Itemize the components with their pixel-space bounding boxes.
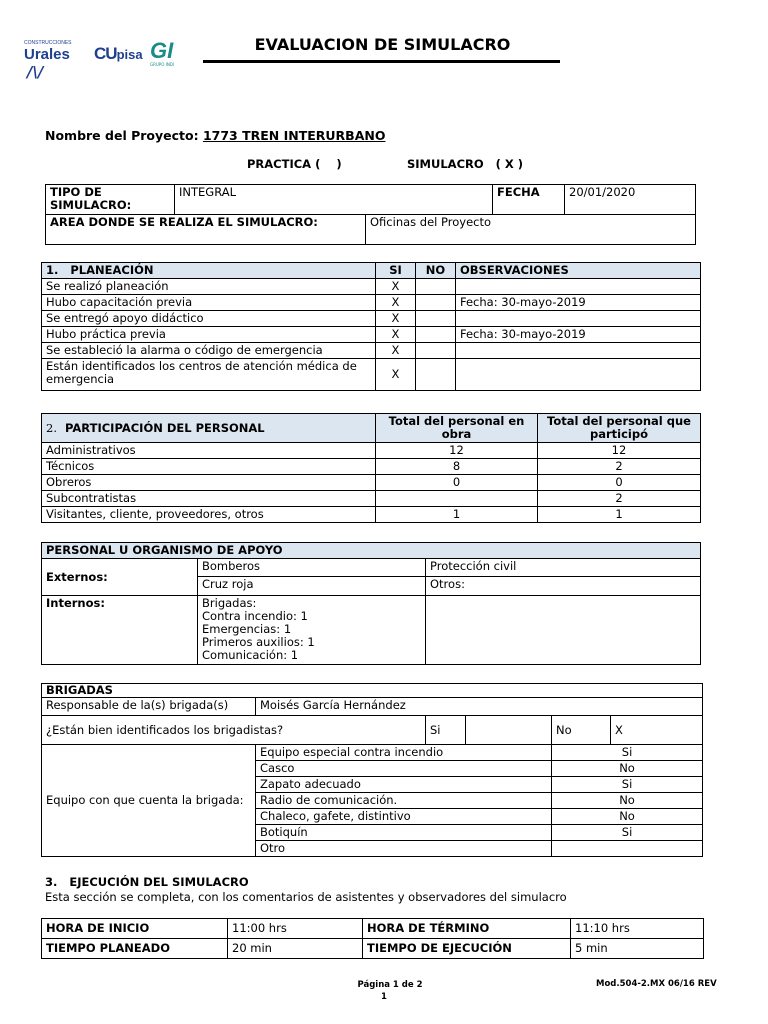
equipo-value: Si	[552, 777, 703, 793]
participacion-item: Administrativos	[42, 443, 376, 459]
practica-option: PRACTICA ( )	[247, 157, 342, 171]
identificados-si-value	[466, 716, 552, 745]
document-title: EVALUACION DE SIMULACRO	[254, 35, 511, 54]
table-row	[42, 311, 701, 327]
planeacion-si: X	[376, 279, 416, 295]
participacion-participo: 0	[538, 475, 701, 491]
gi-logo-text: GI	[150, 38, 174, 63]
participacion-total: 1	[376, 507, 538, 523]
ejecucion-subtitle: Esta sección se completa, con los comentarios de asistentes y observadores del simulacro	[45, 890, 567, 904]
planeacion-si: X	[376, 295, 416, 311]
internos-line: Contra incendio: 1	[202, 609, 308, 623]
tiempo-ejecucion-label: TIEMPO DE EJECUCIÓN	[363, 939, 571, 959]
planeacion-obs	[456, 279, 701, 295]
tipo-value: INTEGRAL	[175, 185, 493, 215]
planeacion-obs	[456, 311, 701, 327]
equipo-value: No	[552, 761, 703, 777]
participacion-participo-header: Total del personal que participó	[538, 414, 701, 443]
internos-line: Emergencias: 1	[202, 622, 292, 636]
cupisa-logo-pisa: pisa	[116, 47, 143, 62]
internos-empty	[426, 596, 701, 665]
area-label: AREA DONDE SE REALIZA EL SIMULACRO:	[46, 215, 366, 245]
simulacro-option: SIMULACRO ( X )	[407, 157, 524, 171]
planeacion-item: Están identificados los centros de atención médica de emergencia	[42, 359, 376, 391]
equipo-item: Otro	[256, 841, 552, 857]
planeacion-si: X	[376, 359, 416, 391]
planeacion-no	[416, 311, 456, 327]
internos-label: Internos:	[42, 596, 198, 665]
equipo-item: Chaleco, gafete, distintivo	[256, 809, 552, 825]
urales-logo-text: Urales	[24, 46, 70, 63]
participacion-total: 0	[376, 475, 538, 491]
planeacion-no	[416, 343, 456, 359]
page-number-text: Página 1 de 2	[357, 980, 423, 990]
table-row	[42, 295, 701, 311]
tiempo-ejecucion-value: 5 min	[571, 939, 704, 959]
table-row	[42, 475, 701, 491]
tiempo-planeado-label: TIEMPO PLANEADO	[42, 939, 228, 959]
planeacion-obs	[456, 359, 701, 391]
participacion-total	[376, 491, 538, 507]
table-row	[42, 279, 701, 295]
internos-line: Primeros auxilios: 1	[202, 635, 315, 649]
planeacion-si: X	[376, 343, 416, 359]
participacion-participo: 2	[538, 459, 701, 475]
table-row	[42, 443, 701, 459]
urales-logo-mark: /\/	[27, 63, 44, 81]
participacion-total-header: Total del personal en obra	[376, 414, 538, 443]
participacion-title-text: PARTICIPACIÓN DEL PERSONAL	[65, 420, 265, 435]
equipo-value: Si	[552, 825, 703, 841]
info-table	[45, 184, 696, 245]
cupisa-logo	[94, 44, 143, 64]
apoyo-title: PERSONAL U ORGANISMO DE APOYO	[42, 543, 701, 559]
participacion-table	[41, 413, 701, 523]
planeacion-obs: Fecha: 30-mayo-2019	[456, 295, 701, 311]
tipo-label: TIPO DE SIMULACRO:	[46, 185, 175, 215]
identificados-no-value: X	[611, 716, 703, 745]
title-underline	[203, 60, 560, 63]
project-name-label: Nombre del Proyecto:	[45, 128, 199, 143]
internos-list	[198, 596, 426, 665]
urales-logo-small-text: CONSTRUCCIONES	[24, 40, 72, 46]
participacion-participo: 1	[538, 507, 701, 523]
participacion-participo: 2	[538, 491, 701, 507]
equipo-item: Radio de comunicación.	[256, 793, 552, 809]
table-row	[42, 327, 701, 343]
fecha-value: 20/01/2020	[565, 185, 696, 215]
table-row	[42, 359, 701, 391]
participacion-item: Visitantes, cliente, proveedores, otros	[42, 507, 376, 523]
planeacion-title: 1. PLANEACIÓN	[42, 263, 376, 279]
hora-termino-value: 11:10 hrs	[571, 919, 704, 939]
area-value: Oficinas del Proyecto	[366, 215, 696, 245]
apoyo-ext-cell: Cruz roja	[198, 577, 426, 596]
planeacion-no	[416, 295, 456, 311]
ejecucion-title: 3. EJECUCIÓN DEL SIMULACRO	[45, 875, 249, 889]
fecha-label: FECHA	[493, 185, 565, 215]
planeacion-si: X	[376, 327, 416, 343]
planeacion-table	[41, 262, 701, 391]
planeacion-si: X	[376, 311, 416, 327]
planeacion-obs: Fecha: 30-mayo-2019	[456, 327, 701, 343]
identificados-no-label: No	[552, 716, 611, 745]
brigadas-title: BRIGADAS	[42, 684, 703, 698]
equipo-value	[552, 841, 703, 857]
participacion-total: 12	[376, 443, 538, 459]
equipo-value: No	[552, 809, 703, 825]
planeacion-item: Hubo capacitación previa	[42, 295, 376, 311]
tiempo-planeado-value: 20 min	[228, 939, 363, 959]
responsable-label: Responsable de la(s) brigada(s)	[42, 698, 256, 716]
hora-inicio-value: 11:00 hrs	[228, 919, 363, 939]
planeacion-obs	[456, 343, 701, 359]
table-row	[42, 745, 703, 761]
project-name	[45, 128, 385, 143]
equipo-label: Equipo con que cuenta la brigada:	[42, 745, 256, 857]
planeacion-item: Se estableció la alarma o código de emergencia	[42, 343, 376, 359]
planeacion-item: Hubo práctica previa	[42, 327, 376, 343]
internos-line: Brigadas:	[202, 596, 257, 610]
table-row	[42, 343, 701, 359]
responsable-value: Moisés García Hernández	[256, 698, 703, 716]
participacion-title	[42, 414, 376, 443]
table-row	[42, 491, 701, 507]
planeacion-obs-header: OBSERVACIONES	[456, 263, 701, 279]
equipo-value: Si	[552, 745, 703, 761]
table-row	[42, 459, 701, 475]
apoyo-ext-cell: Otros:	[426, 577, 701, 596]
planeacion-no	[416, 327, 456, 343]
participacion-item: Subcontratistas	[42, 491, 376, 507]
hora-inicio-label: HORA DE INICIO	[42, 919, 228, 939]
urales-logo	[24, 40, 88, 81]
page-number	[340, 979, 440, 1003]
equipo-item: Botiquín	[256, 825, 552, 841]
planeacion-si-header: SI	[376, 263, 416, 279]
gi-logo	[150, 40, 190, 72]
project-name-value: 1773 TREN INTERURBANO	[202, 128, 386, 143]
identificados-label: ¿Están bien identificados los brigadistas?	[42, 716, 426, 745]
participacion-item: Obreros	[42, 475, 376, 491]
equipo-item: Casco	[256, 761, 552, 777]
equipo-item: Zapato adecuado	[256, 777, 552, 793]
equipo-value: No	[552, 793, 703, 809]
apoyo-ext-cell: Bomberos	[198, 559, 426, 577]
planeacion-no	[416, 359, 456, 391]
participacion-num: 2.	[46, 420, 57, 435]
brigadas-table	[41, 683, 703, 857]
planeacion-no-header: NO	[416, 263, 456, 279]
page-number-num: 1	[381, 992, 387, 1002]
apoyo-ext-cell: Protección civil	[426, 559, 701, 577]
participacion-item: Técnicos	[42, 459, 376, 475]
form-code: Mod.504-2.MX 06/16 REV	[596, 979, 717, 989]
participacion-participo: 12	[538, 443, 701, 459]
ejecucion-table	[41, 918, 704, 959]
planeacion-item: Se entregó apoyo didáctico	[42, 311, 376, 327]
apoyo-table	[41, 542, 701, 665]
cupisa-logo-cu: CU	[94, 44, 117, 63]
table-row	[42, 507, 701, 523]
identificados-si-label: Si	[426, 716, 466, 745]
participacion-total: 8	[376, 459, 538, 475]
planeacion-item: Se realizó planeación	[42, 279, 376, 295]
internos-line: Comunicación: 1	[202, 648, 299, 662]
equipo-item: Equipo especial contra incendio	[256, 745, 552, 761]
planeacion-no	[416, 279, 456, 295]
gi-logo-sub: GRUPO INDI	[150, 62, 175, 67]
hora-termino-label: HORA DE TÉRMINO	[363, 919, 571, 939]
externos-label: Externos:	[42, 559, 198, 596]
